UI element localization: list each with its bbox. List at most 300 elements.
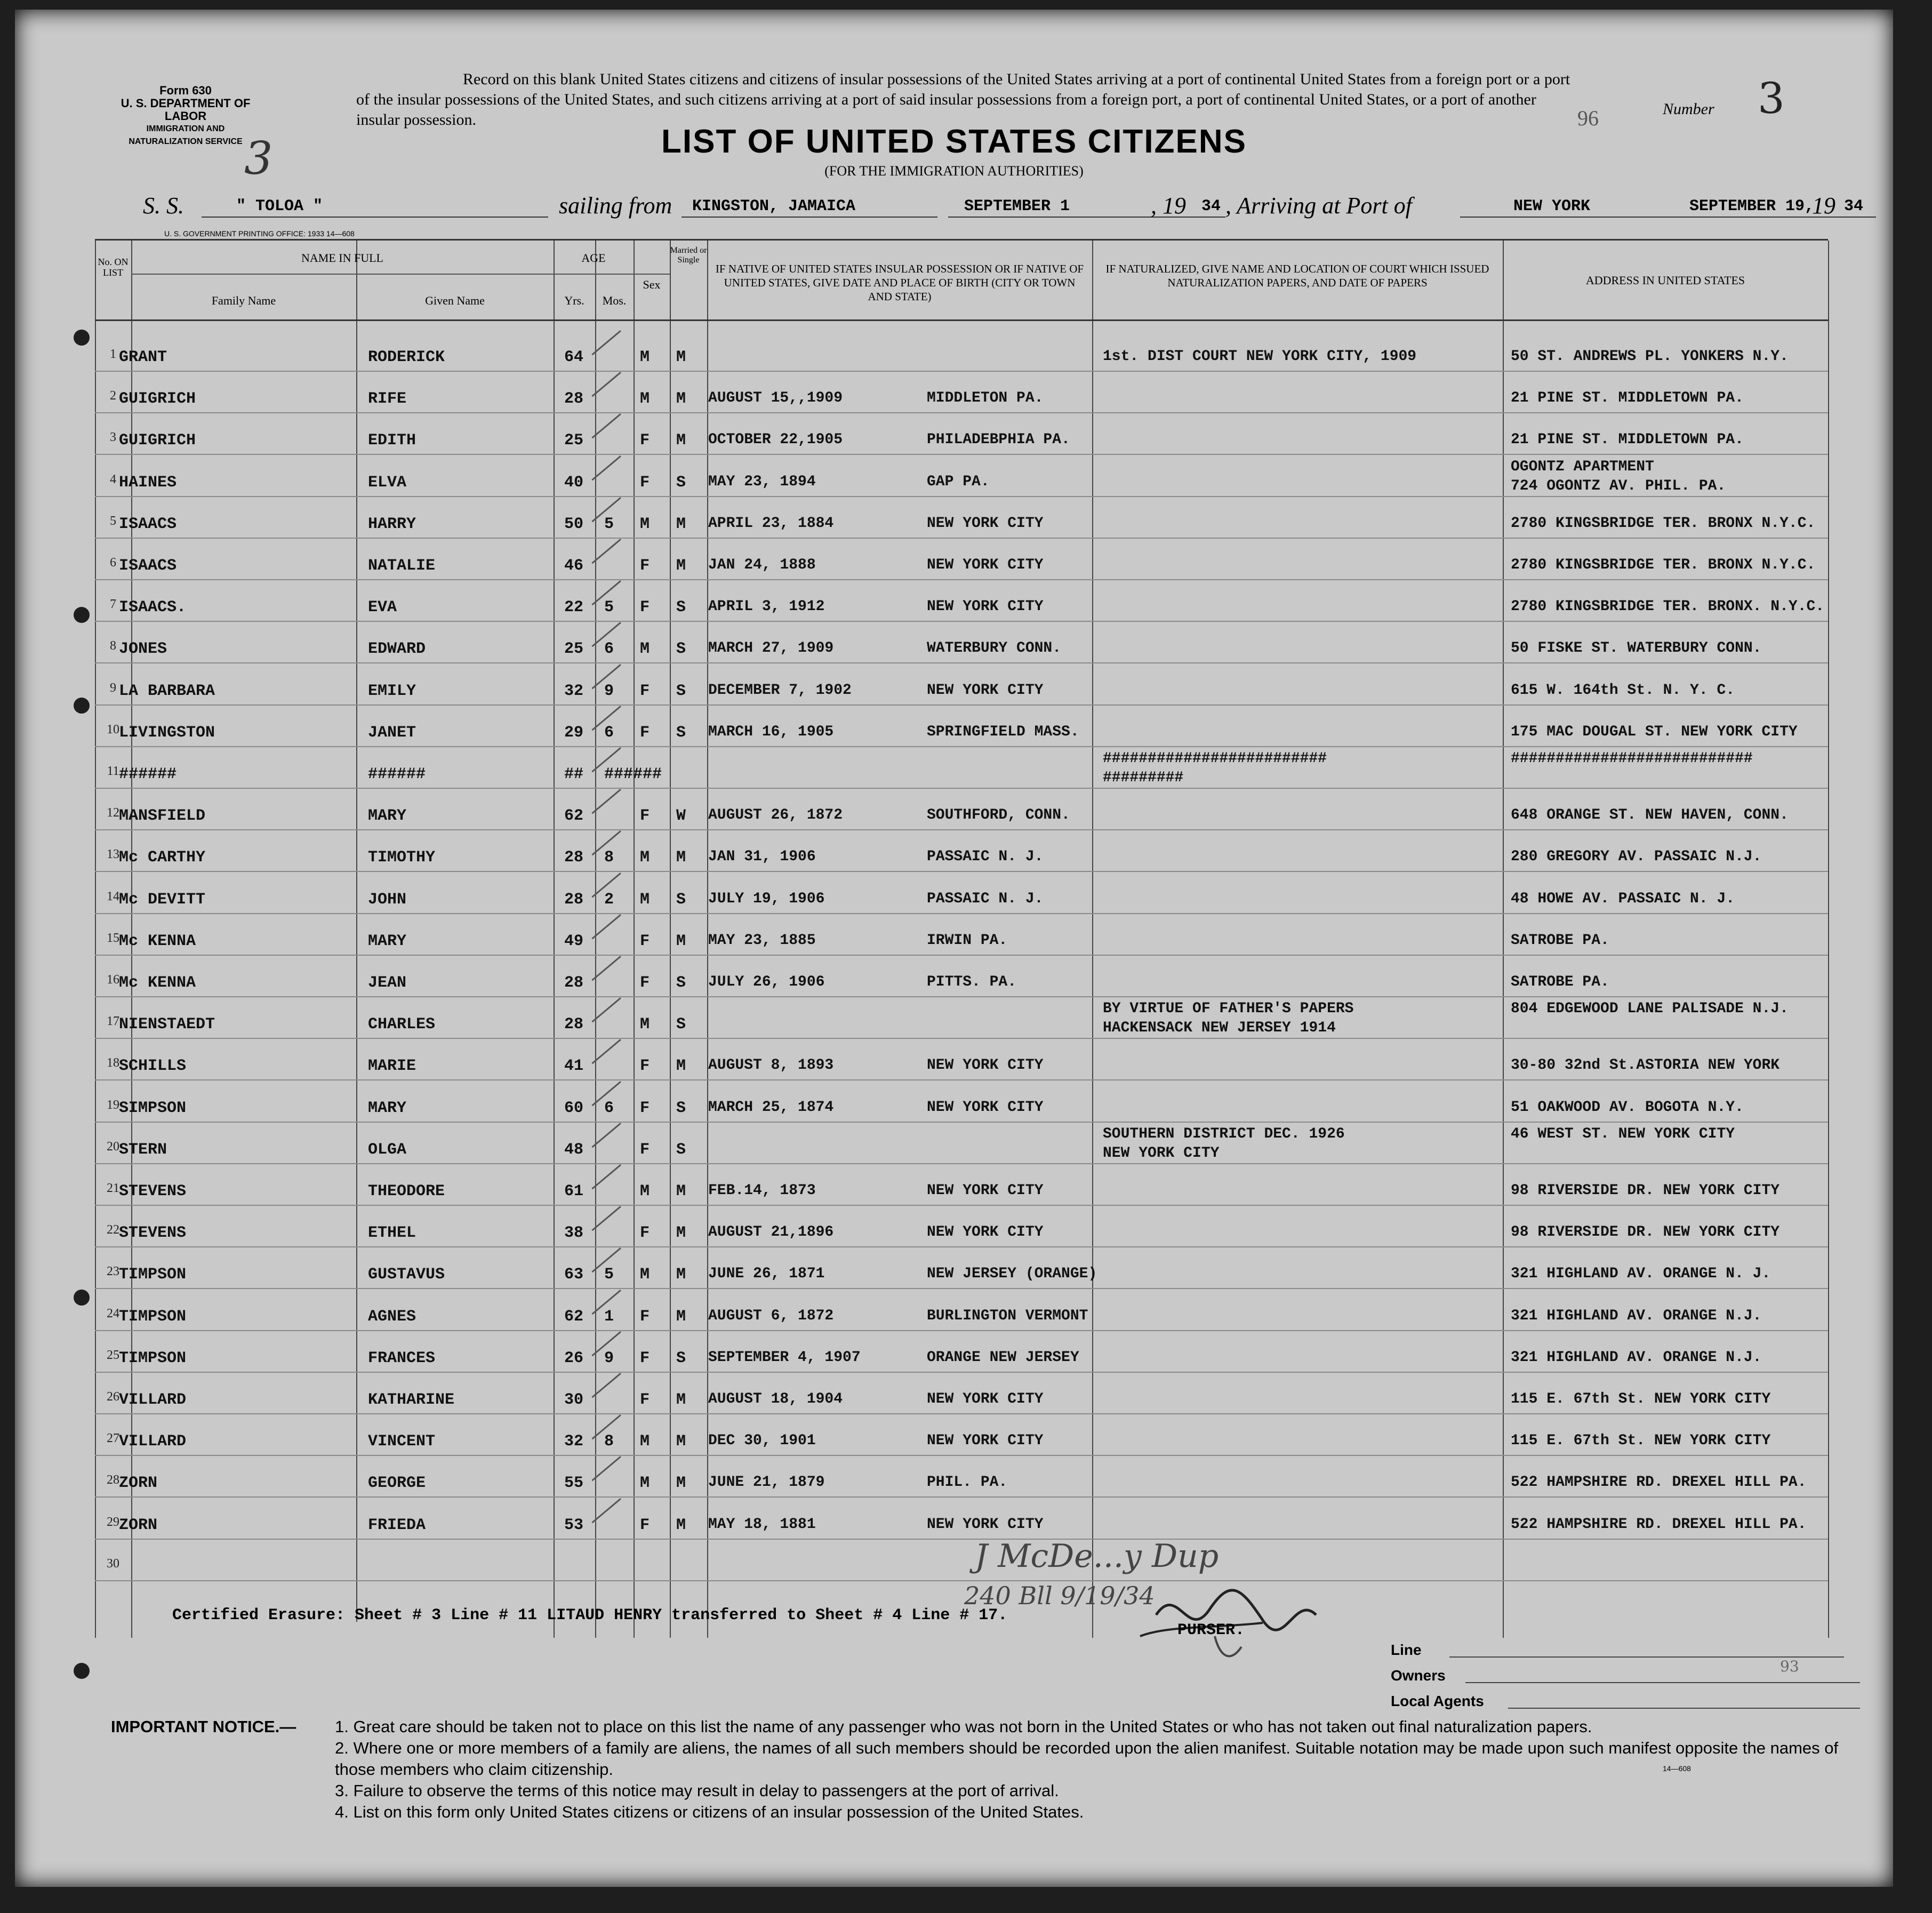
- sex-cell: F: [640, 682, 650, 700]
- given-name-cell: VINCENT: [368, 1432, 436, 1451]
- table-row: [95, 627, 1828, 669]
- birth-date-cell: JAN 31, 1906: [708, 849, 816, 866]
- sex-cell: M: [640, 348, 650, 366]
- family-name-cell: STEVENS: [119, 1182, 187, 1200]
- line-number-cell: 8: [110, 639, 116, 653]
- marital-status-cell: M: [676, 932, 686, 950]
- age-years-cell: 38: [564, 1224, 584, 1243]
- sailing-label: sailing from: [559, 193, 672, 219]
- marital-status-cell: S: [676, 890, 686, 909]
- local-agents-label: Local Agents: [1391, 1693, 1484, 1709]
- given-name-cell: GUSTAVUS: [368, 1266, 445, 1284]
- sex-cell: M: [640, 1015, 650, 1034]
- table-row: [95, 1295, 1828, 1336]
- header-naturalized: IF NATURALIZED, GIVE NAME AND LOCATION OF COURT WHICH ISSUED NATURALIZATION PAPERS, AND DATE OF PAPERS: [1105, 262, 1489, 289]
- marital-status-cell: S: [676, 682, 686, 700]
- address-cell: 2780 KINGSBRIDGE TER. BRONX N.Y.C.: [1511, 515, 1816, 532]
- line-number-cell: 19: [107, 1098, 119, 1112]
- birth-place-cell: NEW YORK CITY: [927, 682, 1044, 699]
- table-row: [95, 335, 1828, 377]
- arrival-port: NEW YORK: [1513, 197, 1591, 215]
- marital-status-cell: M: [676, 557, 686, 575]
- address-cell: 98 RIVERSIDE DR. NEW YORK CITY: [1511, 1224, 1780, 1241]
- family-name-cell: STEVENS: [119, 1224, 187, 1243]
- given-name-cell: MARIE: [368, 1057, 416, 1076]
- family-name-cell: STERN: [119, 1140, 167, 1159]
- family-name-cell: TIMPSON: [119, 1349, 187, 1367]
- birth-date-cell: MAY 23, 1894: [708, 473, 816, 490]
- table-row: [95, 502, 1828, 544]
- binder-hole: [74, 1290, 90, 1306]
- sex-cell: F: [640, 932, 650, 950]
- given-name-cell: RIFE: [368, 390, 407, 409]
- table-row: [95, 1086, 1828, 1128]
- line-number-cell: 15: [107, 931, 119, 945]
- family-name-cell: MANSFIELD: [119, 807, 206, 826]
- age-years-cell: 29: [564, 723, 584, 742]
- header-given-name: Given Name: [425, 294, 485, 307]
- address-cell: 321 HIGHLAND AV. ORANGE N.J.: [1511, 1307, 1762, 1324]
- line-number-cell: 2: [110, 389, 116, 403]
- table-row: [95, 1125, 1828, 1170]
- printer-note: U. S. GOVERNMENT PRINTING OFFICE: 1933 14—608: [164, 229, 355, 238]
- line-number-cell: 23: [107, 1264, 119, 1279]
- table-row: [95, 1044, 1828, 1086]
- sex-cell: F: [640, 557, 650, 575]
- given-name-cell: ETHEL: [368, 1224, 416, 1243]
- age-years-cell: 61: [564, 1182, 584, 1200]
- owners-value: 93: [1780, 1658, 1799, 1675]
- naturalization-cell-line-2: HACKENSACK NEW JERSEY 1914: [1103, 1020, 1336, 1037]
- naturalization-cell: #########################: [1103, 750, 1327, 767]
- address-cell: 21 PINE ST. MIDDLETOWN PA.: [1511, 431, 1744, 449]
- handwritten-annotation-1: J McDe...y Dup: [975, 1538, 1219, 1575]
- given-name-cell: EVA: [368, 598, 397, 617]
- marital-status-cell: M: [676, 1516, 686, 1534]
- sex-cell: M: [640, 640, 650, 659]
- table-row: [95, 794, 1828, 836]
- birth-date-cell: JUNE 26, 1871: [708, 1266, 825, 1283]
- age-years-cell: 41: [564, 1057, 584, 1076]
- given-name-cell: EDITH: [368, 431, 416, 450]
- address-cell: 522 HAMPSHIRE RD. DREXEL HILL PA.: [1511, 1516, 1807, 1533]
- birth-date-cell: OCTOBER 22,1905: [708, 431, 843, 449]
- ship-name: " TOLOA ": [236, 197, 323, 215]
- birth-date-cell: MAY 18, 1881: [708, 1516, 816, 1533]
- family-name-cell: ISAACS.: [119, 598, 187, 617]
- address-cell: 804 EDGEWOOD LANE PALISADE N.J.: [1511, 1000, 1789, 1018]
- page-subtitle: (FOR THE IMMIGRATION AUTHORITIES): [824, 163, 1084, 179]
- sex-cell: F: [640, 1099, 650, 1117]
- birth-place-cell: PASSAIC N. J.: [927, 890, 1044, 907]
- family-name-cell: GRANT: [119, 348, 167, 366]
- address-cell: 30-80 32nd St.ASTORIA NEW YORK: [1511, 1057, 1780, 1074]
- age-years-cell: 28: [564, 849, 584, 867]
- passenger-table: [95, 239, 1828, 1638]
- marital-status-cell: M: [676, 390, 686, 409]
- form-code: 14—608: [1663, 1764, 1691, 1773]
- birth-place-cell: NEW JERSEY (ORANGE): [927, 1266, 1097, 1283]
- address-cell: 321 HIGHLAND AV. ORANGE N. J.: [1511, 1266, 1771, 1283]
- address-cell: 21 PINE ST. MIDDLETOWN PA.: [1511, 390, 1744, 407]
- notice-item-2: 2. Where one or more members of a family are aliens, the names of all such members should be recorded upon the alien manifest. Suitable notation may be made upon such manifest opposite the names of those members who claim citizenship.: [335, 1739, 1839, 1779]
- birth-date-cell: MARCH 16, 1905: [708, 723, 834, 740]
- given-name-cell: MARY: [368, 932, 407, 950]
- line-number-cell: 16: [107, 973, 119, 987]
- family-name-cell: VILLARD: [119, 1432, 187, 1451]
- sex-cell: F: [640, 974, 650, 992]
- given-name-cell: ######: [368, 765, 426, 783]
- address-cell-line-2: 724 OGONTZ AV. PHIL. PA.: [1511, 477, 1726, 494]
- age-months-cell: ######: [604, 765, 662, 783]
- marital-status-cell: M: [676, 1391, 686, 1409]
- given-name-cell: FRANCES: [368, 1349, 436, 1367]
- given-name-cell: KATHARINE: [368, 1391, 455, 1409]
- sex-cell: F: [640, 807, 650, 826]
- age-months-cell: 6: [604, 640, 614, 659]
- birth-place-cell: SPRINGFIELD MASS.: [927, 723, 1079, 740]
- age-years-cell: 49: [564, 932, 584, 950]
- sex-cell: M: [640, 1266, 650, 1284]
- address-cell: 50 ST. ANDREWS PL. YONKERS N.Y.: [1511, 348, 1789, 365]
- birth-place-cell: PHILADEBPHIA PA.: [927, 431, 1070, 449]
- age-months-cell: 1: [604, 1307, 614, 1326]
- given-name-cell: JANET: [368, 723, 416, 742]
- birth-place-cell: BURLINGTON VERMONT: [927, 1307, 1088, 1324]
- address-cell: 280 GREGORY AV. PASSAIC N.J.: [1511, 849, 1762, 866]
- age-months-cell: 8: [604, 849, 614, 867]
- given-name-cell: RODERICK: [368, 348, 445, 366]
- birth-place-cell: NEW YORK CITY: [927, 515, 1044, 532]
- line-number-cell: 25: [107, 1348, 119, 1362]
- line-number-cell: 29: [107, 1515, 119, 1529]
- sex-cell: F: [640, 1349, 650, 1367]
- birth-place-cell: NEW YORK CITY: [927, 1432, 1044, 1450]
- table-row: [95, 750, 1828, 794]
- age-years-cell: 28: [564, 890, 584, 909]
- given-name-cell: OLGA: [368, 1140, 407, 1159]
- age-years-cell: 25: [564, 431, 584, 450]
- given-name-cell: JEAN: [368, 974, 407, 992]
- naturalization-cell: BY VIRTUE OF FATHER'S PAPERS: [1103, 1000, 1354, 1018]
- given-name-cell: JOHN: [368, 890, 407, 909]
- birth-date-cell: APRIL 23, 1884: [708, 515, 834, 532]
- family-name-cell: Mc KENNA: [119, 932, 196, 950]
- address-cell: 46 WEST ST. NEW YORK CITY: [1511, 1125, 1735, 1142]
- age-months-cell: 9: [604, 682, 614, 700]
- sex-cell: M: [640, 849, 650, 867]
- given-name-cell: EDWARD: [368, 640, 426, 659]
- birth-place-cell: NEW YORK CITY: [927, 1057, 1044, 1074]
- notice-heading: IMPORTANT NOTICE.—: [111, 1717, 296, 1736]
- marital-status-cell: S: [676, 1140, 686, 1159]
- manifest-page: [15, 10, 1893, 1887]
- age-years-cell: 22: [564, 598, 584, 617]
- birth-date-cell: APRIL 3, 1912: [708, 598, 825, 615]
- age-years-cell: 46: [564, 557, 584, 575]
- address-cell: 50 FISKE ST. WATERBURY CONN.: [1511, 640, 1762, 657]
- birth-place-cell: GAP PA.: [927, 473, 990, 490]
- table-row: [95, 419, 1828, 460]
- arriving-label: , Arriving at Port of: [1225, 193, 1412, 219]
- address-cell: ###########################: [1511, 750, 1753, 767]
- given-name-cell: EMILY: [368, 682, 416, 700]
- table-row: [95, 1503, 1828, 1545]
- birth-place-cell: NEW YORK CITY: [927, 557, 1044, 573]
- address-cell: OGONTZ APARTMENT: [1511, 458, 1654, 475]
- table-row: [95, 1000, 1828, 1044]
- address-cell: SATROBE PA.: [1511, 974, 1609, 990]
- birth-place-cell: WATERBURY CONN.: [927, 640, 1062, 657]
- family-name-cell: GUIGRICH: [119, 431, 196, 450]
- voyage-line: [143, 192, 1893, 224]
- given-name-cell: CHARLES: [368, 1015, 436, 1034]
- table-row: [95, 458, 1828, 502]
- birth-date-cell: DECEMBER 7, 1902: [708, 682, 852, 699]
- line-number-cell: 4: [110, 472, 116, 486]
- sex-cell: M: [640, 515, 650, 533]
- marital-status-cell: M: [676, 1432, 686, 1451]
- notice-item-4: 4. List on this form only United States citizens or citizens of an insular possession of the United States.: [335, 1803, 1084, 1821]
- address-cell: 51 OAKWOOD AV. BOGOTA N.Y.: [1511, 1099, 1744, 1116]
- age-years-cell: 28: [564, 974, 584, 992]
- marital-status-cell: M: [676, 1224, 686, 1243]
- birth-date-cell: FEB.14, 1873: [708, 1182, 816, 1199]
- line-number-cell: 5: [110, 514, 116, 528]
- birth-place-cell: PASSAIC N. J.: [927, 849, 1044, 866]
- address-cell: 2780 KINGSBRIDGE TER. BRONX N.Y.C.: [1511, 557, 1816, 573]
- family-name-cell: ######: [119, 765, 177, 783]
- age-years-cell: 28: [564, 1015, 584, 1034]
- birth-place-cell: SOUTHFORD, CONN.: [927, 807, 1070, 824]
- line-number-cell: 17: [107, 1014, 119, 1029]
- handwritten-annotation-2: 240 Bll 9/19/34: [964, 1581, 1155, 1610]
- birth-date-cell: MAY 23, 1885: [708, 932, 816, 949]
- sex-cell: M: [640, 890, 650, 909]
- binder-hole: [74, 330, 90, 346]
- address-cell: 648 ORANGE ST. NEW HAVEN, CONN.: [1511, 807, 1789, 824]
- address-cell: 98 RIVERSIDE DR. NEW YORK CITY: [1511, 1182, 1780, 1199]
- marital-status-cell: M: [676, 431, 686, 450]
- address-cell: 48 HOWE AV. PASSAIC N. J.: [1511, 890, 1735, 907]
- header-sex: Sex: [643, 278, 661, 291]
- address-cell: 615 W. 164th St. N. Y. C.: [1511, 682, 1735, 699]
- birth-place-cell: NEW YORK CITY: [927, 598, 1044, 615]
- table-row: [95, 1211, 1828, 1253]
- departure-year: 34: [1201, 197, 1221, 215]
- sex-cell: F: [640, 1057, 650, 1076]
- birth-place-cell: NEW YORK CITY: [927, 1224, 1044, 1241]
- table-row: [95, 377, 1828, 419]
- line-number-cell: 11: [107, 764, 119, 778]
- header-name-in-full: NAME IN FULL: [301, 251, 383, 265]
- age-months-cell: 6: [604, 1099, 614, 1117]
- table-row: [95, 1545, 1828, 1587]
- age-months-cell: 5: [604, 1266, 614, 1284]
- line-number-cell: 18: [107, 1056, 119, 1070]
- birth-place-cell: MIDDLETON PA.: [927, 390, 1044, 407]
- line-number-cell: 9: [110, 681, 116, 695]
- table-row: [95, 1253, 1828, 1294]
- age-years-cell: 32: [564, 1432, 584, 1451]
- age-months-cell: 6: [604, 723, 614, 742]
- number-stamp: 96: [1577, 106, 1599, 130]
- age-years-cell: 28: [564, 390, 584, 409]
- sex-cell: F: [640, 1391, 650, 1409]
- page-title: LIST OF UNITED STATES CITIZENS: [661, 123, 1247, 160]
- given-name-cell: ELVA: [368, 473, 407, 492]
- table-row: [95, 544, 1828, 586]
- age-months-cell: 2: [604, 890, 614, 909]
- table-row: [95, 1461, 1828, 1503]
- naturalization-cell-line-2: NEW YORK CITY: [1103, 1144, 1220, 1162]
- naturalization-cell-line-2: #########: [1103, 770, 1184, 786]
- certified-erasure: Certified Erasure: Sheet # 3 Line # 11 LITAUD HENRY transferred to Sheet # 4 Line # 17.: [172, 1606, 1008, 1624]
- birth-date-cell: JAN 24, 1888: [708, 557, 816, 573]
- line-number-cell: 6: [110, 556, 116, 570]
- age-years-cell: 48: [564, 1140, 584, 1159]
- birth-place-cell: NEW YORK CITY: [927, 1182, 1044, 1199]
- sex-cell: F: [640, 1140, 650, 1159]
- family-name-cell: LIVINGSTON: [119, 723, 215, 742]
- sex-cell: F: [640, 1516, 650, 1534]
- line-number-cell: 7: [110, 597, 116, 612]
- binder-hole: [74, 607, 90, 623]
- family-name-cell: Mc DEVITT: [119, 890, 206, 909]
- given-name-cell: HARRY: [368, 515, 416, 533]
- family-name-cell: Mc CARTHY: [119, 849, 206, 867]
- owners-label: Owners: [1391, 1667, 1446, 1684]
- table-row: [95, 711, 1828, 753]
- age-years-cell: 63: [564, 1266, 584, 1284]
- department: U. S. DEPARTMENT OF LABOR: [121, 97, 251, 123]
- number-value: 3: [1758, 74, 1785, 123]
- notice-item-3: 3. Failure to observe the terms of this notice may result in delay to passengers at the port of arrival.: [335, 1781, 1059, 1800]
- birth-date-cell: JULY 19, 1906: [708, 890, 825, 907]
- header-mos: Mos.: [602, 294, 627, 307]
- birth-date-cell: AUGUST 15,,1909: [708, 390, 843, 407]
- marital-status-cell: W: [676, 807, 686, 826]
- given-name-cell: GEORGE: [368, 1474, 426, 1493]
- line-number-cell: 14: [107, 889, 119, 903]
- table-row: [95, 1420, 1828, 1461]
- sex-cell: M: [640, 1474, 650, 1493]
- sex-cell: F: [640, 598, 650, 617]
- marital-status-cell: S: [676, 1015, 686, 1034]
- given-name-cell: MARY: [368, 807, 407, 826]
- table-row: [95, 919, 1828, 961]
- number-label: Number: [1663, 100, 1714, 118]
- table-row: [95, 1170, 1828, 1211]
- naturalization-cell: 1st. DIST COURT NEW YORK CITY, 1909: [1103, 348, 1417, 365]
- marital-status-cell: S: [676, 598, 686, 617]
- family-name-cell: ZORN: [119, 1474, 158, 1493]
- family-name-cell: GUIGRICH: [119, 390, 196, 409]
- age-years-cell: 53: [564, 1516, 584, 1534]
- given-name-cell: AGNES: [368, 1307, 416, 1326]
- birth-date-cell: MARCH 25, 1874: [708, 1099, 834, 1116]
- arrival-year-prefix: 19: [1812, 193, 1835, 219]
- birth-place-cell: NEW YORK CITY: [927, 1391, 1044, 1407]
- line-number-cell: 24: [107, 1306, 119, 1320]
- line-number-cell: 30: [107, 1556, 119, 1571]
- age-years-cell: 30: [564, 1391, 584, 1409]
- departure-year-prefix: , 19: [1151, 193, 1186, 219]
- birth-place-cell: PHIL. PA.: [927, 1474, 1008, 1491]
- line-number-cell: 27: [107, 1431, 119, 1446]
- birth-date-cell: AUGUST 8, 1893: [708, 1057, 834, 1074]
- age-years-cell: 50: [564, 515, 584, 533]
- family-name-cell: SCHILLS: [119, 1057, 187, 1076]
- line-number-cell: 20: [107, 1139, 119, 1154]
- age-years-cell: 40: [564, 473, 584, 492]
- header-no-on-list: No. ON LIST: [98, 257, 129, 278]
- line-number-cell: 12: [107, 806, 119, 820]
- handwritten-sheet-number: 3: [244, 132, 273, 185]
- departure-date: SEPTEMBER 1: [964, 197, 1070, 215]
- given-name-cell: THEODORE: [368, 1182, 445, 1200]
- marital-status-cell: M: [676, 348, 686, 366]
- family-name-cell: ISAACS: [119, 557, 177, 575]
- header-birth: IF NATIVE OF UNITED STATES INSULAR POSSESSION OR IF NATIVE OF UNITED STATES, GIVE DATE AND PLACE OF BIRTH (CITY OR TOWN AND STATE): [715, 262, 1084, 303]
- address-cell: 321 HIGHLAND AV. ORANGE N.J.: [1511, 1349, 1762, 1366]
- birth-place-cell: NEW YORK CITY: [927, 1099, 1044, 1116]
- birth-date-cell: MARCH 27, 1909: [708, 640, 834, 657]
- binder-hole: [74, 1663, 90, 1679]
- family-name-cell: VILLARD: [119, 1391, 187, 1409]
- table-row: [95, 1336, 1828, 1378]
- family-name-cell: JONES: [119, 640, 167, 659]
- birth-place-cell: IRWIN PA.: [927, 932, 1008, 949]
- age-years-cell: 26: [564, 1349, 584, 1367]
- family-name-cell: ZORN: [119, 1516, 158, 1534]
- sex-cell: F: [640, 473, 650, 492]
- naturalization-cell: SOUTHERN DISTRICT DEC. 1926: [1103, 1125, 1345, 1142]
- family-name-cell: TIMPSON: [119, 1307, 187, 1326]
- family-name-cell: HAINES: [119, 473, 177, 492]
- age-years-cell: 32: [564, 682, 584, 700]
- birth-date-cell: AUGUST 26, 1872: [708, 807, 843, 824]
- arrival-year: 34: [1844, 197, 1864, 215]
- family-name-cell: LA BARBARA: [119, 682, 215, 700]
- age-months-cell: 5: [604, 598, 614, 617]
- service: IMMIGRATION AND NATURALIZATION SERVICE: [129, 124, 243, 146]
- given-name-cell: TIMOTHY: [368, 849, 436, 867]
- birth-place-cell: ORANGE NEW JERSEY: [927, 1349, 1079, 1366]
- sex-cell: F: [640, 431, 650, 450]
- age-years-cell: 62: [564, 807, 584, 826]
- marital-status-cell: S: [676, 974, 686, 992]
- header-address: ADDRESS IN UNITED STATES: [1585, 274, 1745, 287]
- address-cell: 115 E. 67th St. NEW YORK CITY: [1511, 1391, 1771, 1407]
- age-months-cell: 5: [604, 515, 614, 533]
- marital-status-cell: S: [676, 1099, 686, 1117]
- family-name-cell: TIMPSON: [119, 1266, 187, 1284]
- marital-status-cell: S: [676, 723, 686, 742]
- header-married-single: Married or Single: [670, 246, 707, 265]
- table-row: [95, 836, 1828, 877]
- age-months-cell: 8: [604, 1432, 614, 1451]
- header-age: AGE: [581, 251, 606, 265]
- address-cell: 115 E. 67th St. NEW YORK CITY: [1511, 1432, 1771, 1450]
- sex-cell: M: [640, 390, 650, 409]
- table-row: [95, 669, 1828, 711]
- given-name-cell: MARY: [368, 1099, 407, 1117]
- line-number-cell: 28: [107, 1473, 119, 1487]
- age-years-cell: 25: [564, 640, 584, 659]
- birth-date-cell: AUGUST 18, 1904: [708, 1391, 843, 1407]
- table-row: [95, 586, 1828, 627]
